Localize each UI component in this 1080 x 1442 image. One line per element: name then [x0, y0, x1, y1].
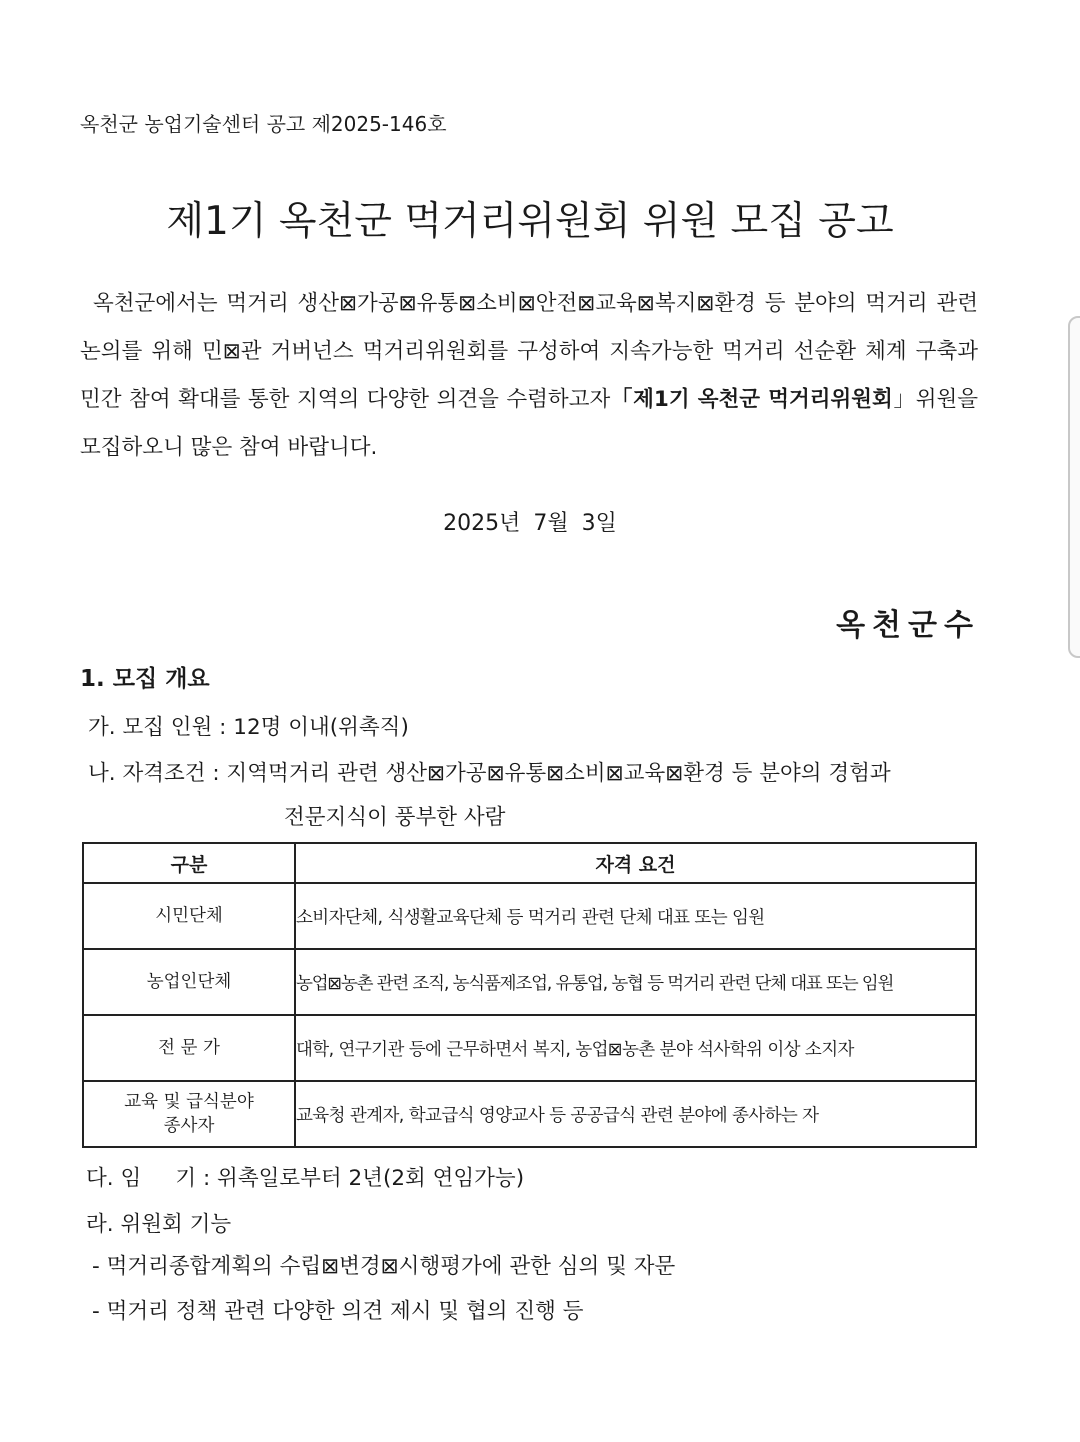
intro-close-bracket: 」: [892, 387, 916, 412]
requirement-cell: 소비자단체, 식생활교육단체 등 먹거리 관련 단체 대표 또는 임원: [295, 883, 976, 949]
requirement-cell: 교육청 관계자, 학교급식 영양교사 등 공공급식 관련 분야에 종사하는 자: [295, 1081, 976, 1147]
intro-text: 옥천군에서는 먹거리 생산⊠가공⊠유통⊠소비⊠안전⊠교육⊠복지⊠환경 등 분야의 먹거리 관련 논의를 위해 민⊠관 거버넌스 먹거리위원회를 구성하여 지속가능한 먹거리 선순환 체계 구축과 민간 참여 확대를 통한 지역의 다양한 의견을 수렴하고자: [80, 291, 978, 412]
table-row: [83, 883, 976, 949]
function-bullet: - 먹거리 정책 관련 다양한 의견 제시 및 협의 진행 등: [92, 1299, 584, 1324]
requirement-cell: 농업⊠농촌 관련 조직, 농식품제조업, 유통업, 농협 등 먹거리 관련 단체 대표 또는 임원: [295, 949, 976, 1015]
signer: 옥천군수: [836, 608, 980, 643]
category-cell: 농업인단체: [83, 949, 295, 1015]
item-recruit-count: 가. 모집 인원 : 12명 이내(위촉직): [88, 715, 409, 740]
intro-paragraph: [80, 280, 978, 472]
intro-text-end: 위원을 모집하오니 많은 참여 바랍니다.: [80, 387, 978, 460]
function-bullet: - 먹거리종합계획의 수립⊠변경⊠시행평가에 관한 심의 및 자문: [92, 1254, 676, 1279]
item-qualification: 나. 자격조건 : 지역먹거리 관련 생산⊠가공⊠유통⊠소비⊠교육⊠환경 등 분야의 경험과: [88, 761, 891, 786]
category-cell: 시민단체: [83, 883, 295, 949]
item-term: 다. 임 기 : 위촉일로부터 2년(2회 연임가능): [86, 1166, 525, 1191]
scrollbar-thumb[interactable]: [1068, 316, 1080, 658]
table-header: 자격 요건: [295, 843, 976, 883]
requirement-cell: 대학, 연구기관 등에 근무하면서 복지, 농업⊠농촌 분야 석사학위 이상 소지자: [295, 1015, 976, 1081]
notice-number: 옥천군 농업기술센터 공고 제2025-146호: [80, 112, 447, 136]
category-cell: 전 문 가: [83, 1015, 295, 1081]
table-row: [83, 949, 976, 1015]
table-header-row: [83, 843, 976, 883]
table-header: 구분: [83, 843, 295, 883]
section-heading: 1. 모집 개요: [80, 666, 210, 692]
intro-open-bracket: 「: [610, 387, 634, 412]
table-row: [83, 1015, 976, 1081]
qualification-table: [82, 842, 977, 1148]
item-committee-function: 라. 위원회 기능: [86, 1212, 232, 1237]
category-cell: 교육 및 급식분야 종사자: [83, 1081, 295, 1147]
table-row: [83, 1081, 976, 1147]
notice-date: 2025년 7월 3일: [443, 511, 617, 536]
page-title: 제1기 옥천군 먹거리위원회 위원 모집 공고: [166, 199, 894, 244]
intro-committee-name: 제1기 옥천군 먹거리위원회: [633, 387, 893, 412]
item-qualification-cont: 전문지식이 풍부한 사람: [284, 805, 506, 830]
